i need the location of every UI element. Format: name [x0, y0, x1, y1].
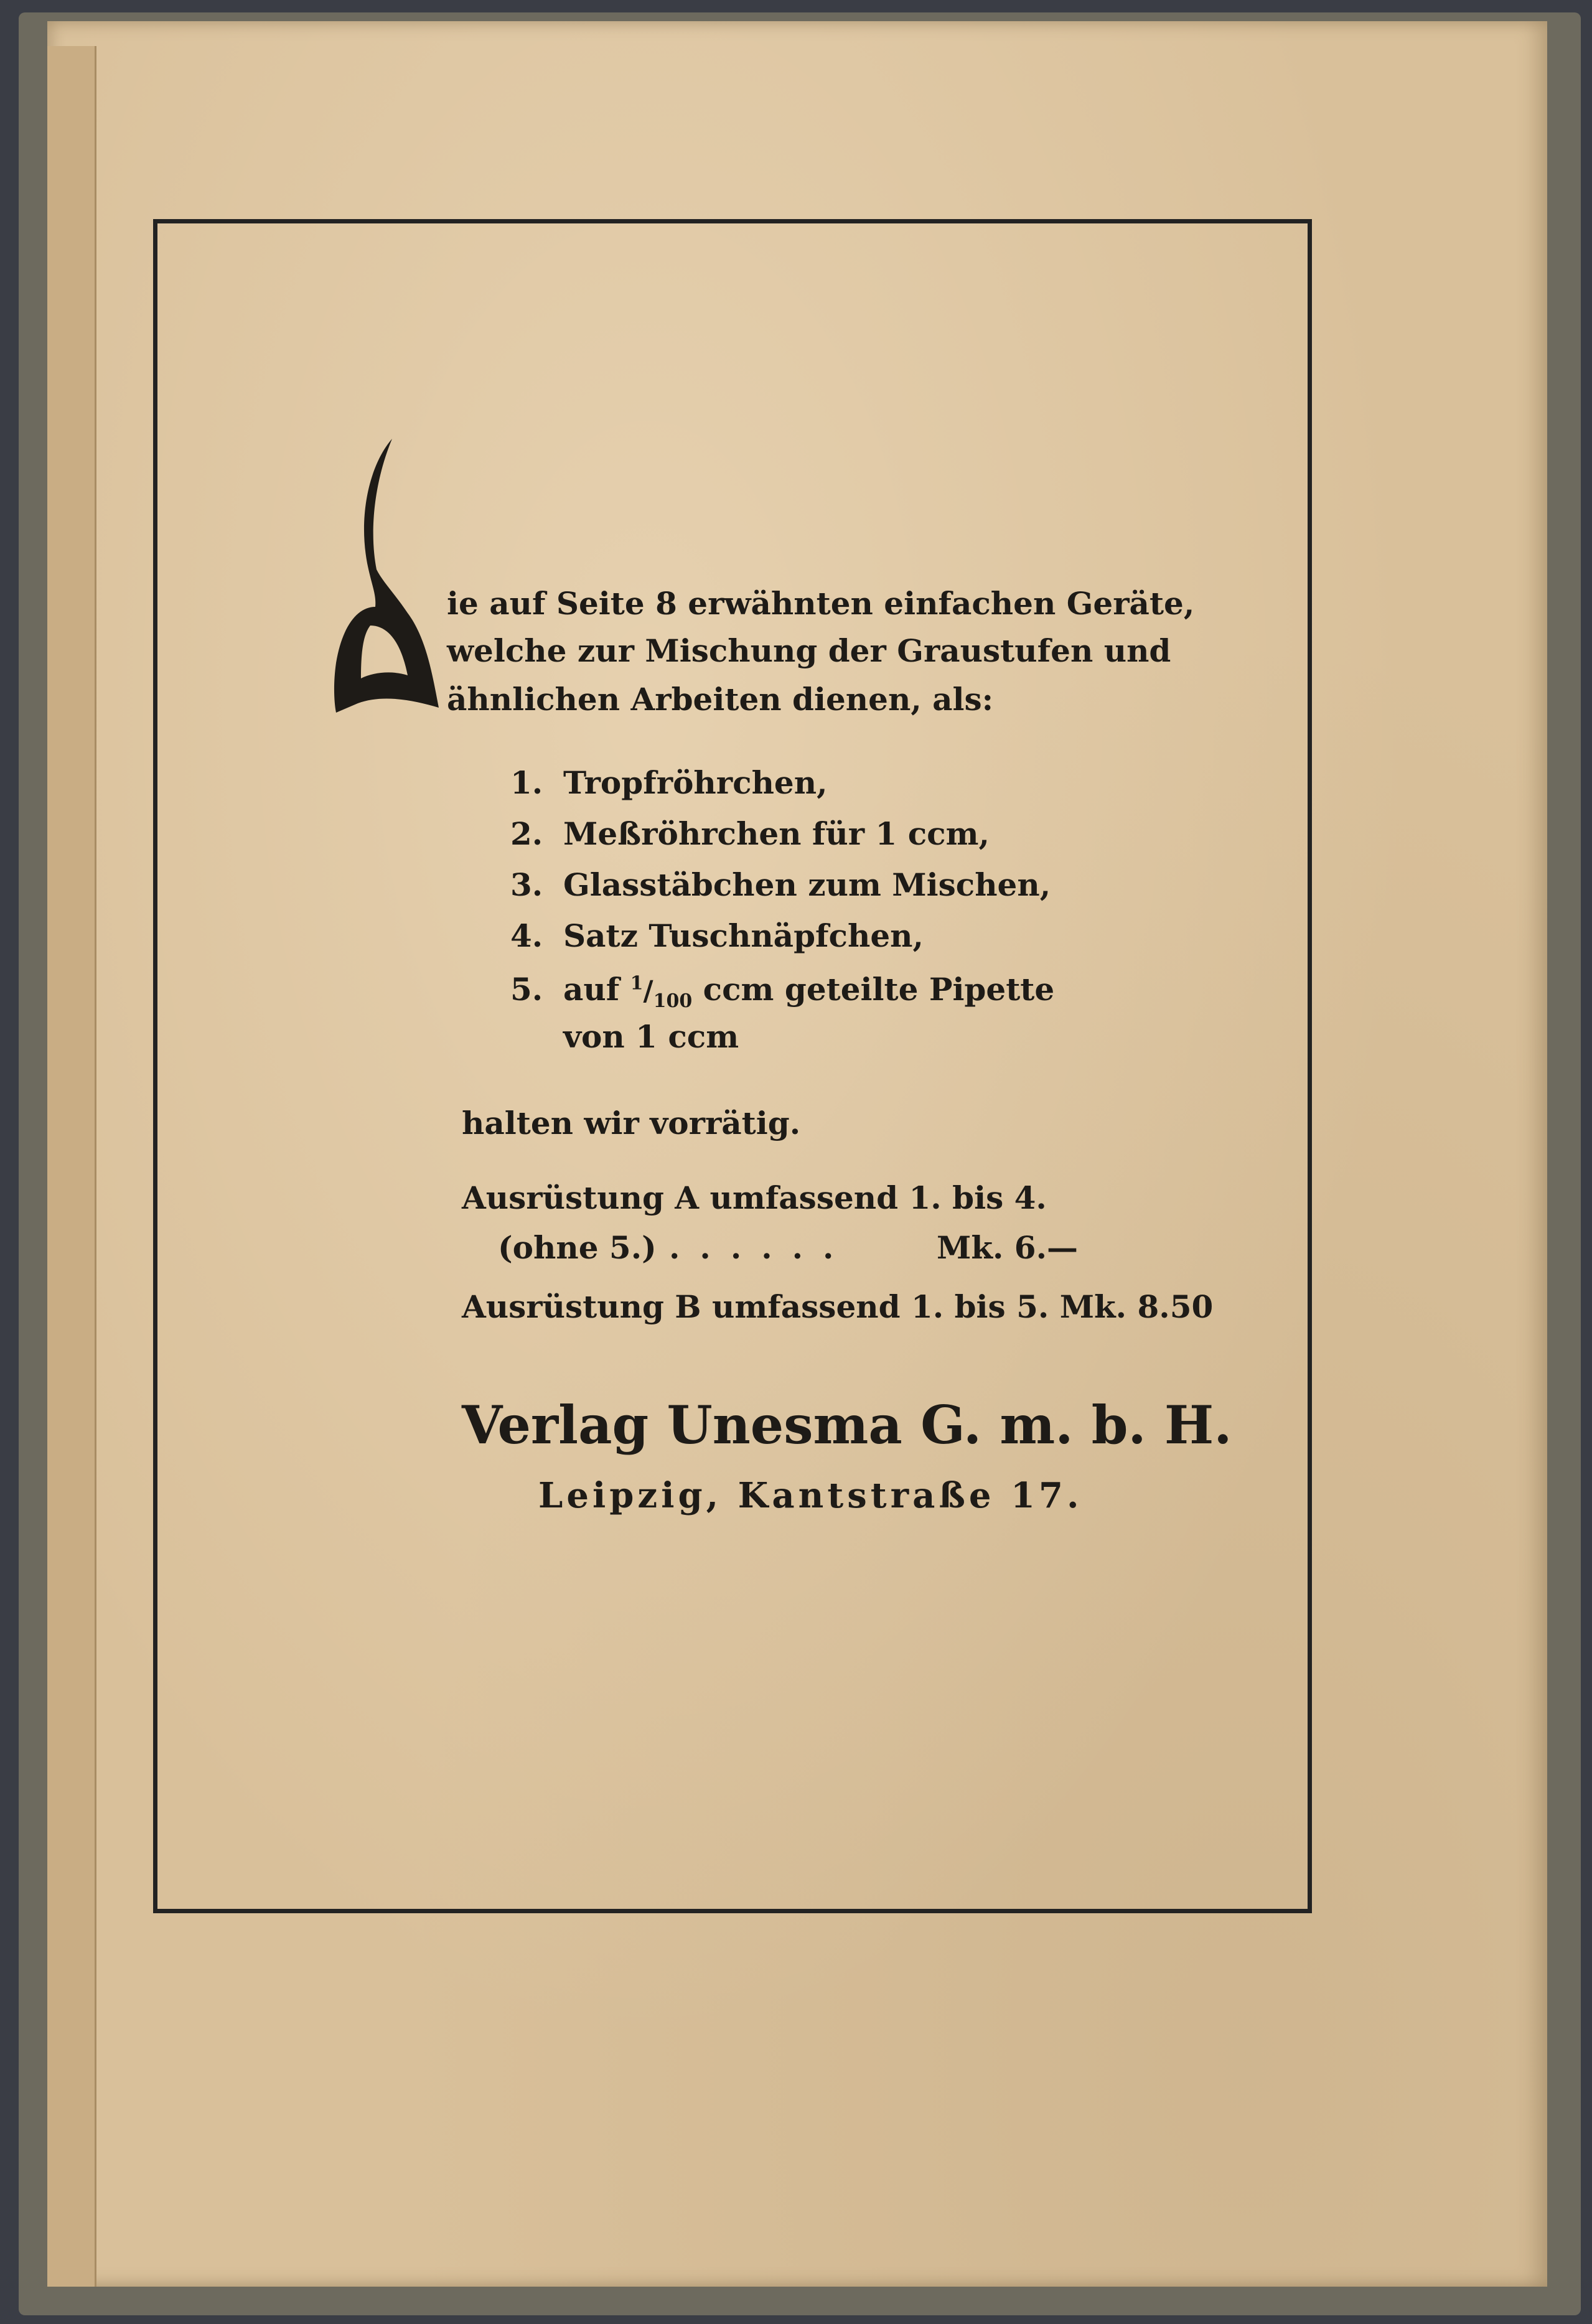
list-item: Tropfröhrchen,	[563, 764, 828, 801]
publisher-name: Verlag Unesma G. m. b. H.	[462, 1394, 1232, 1456]
publisher-address: Leipzig, Kantstraße 17.	[538, 1475, 1083, 1516]
intro-line-1: ie auf Seite 8 erwähnten einfachen Geräte,	[447, 585, 1195, 622]
intro-line-3: ähnlichen Arbeiten dienen, als:	[447, 681, 994, 718]
page-border-frame	[153, 219, 1312, 1913]
list-item: Meßröhrchen für 1 ccm,	[563, 815, 990, 852]
offer-a-line-2: (ohne 5.)	[498, 1229, 657, 1266]
offer-a-line-1: Ausrüstung A umfassend 1. bis 4.	[462, 1179, 1047, 1216]
list-number: 2.	[510, 815, 543, 852]
stock-note: halten wir vorrätig.	[462, 1105, 801, 1141]
facing-page-edge	[47, 46, 96, 2287]
list-number: 1.	[510, 764, 543, 801]
decorative-initial-d	[333, 439, 439, 713]
offer-b-line: Ausrüstung B umfassend 1. bis 5. Mk. 8.50	[462, 1288, 1214, 1325]
list-item-continuation: von 1 ccm	[563, 1018, 739, 1055]
list-item: Satz Tuschnäpfchen,	[563, 917, 924, 954]
list-number: 5.	[510, 971, 543, 1008]
intro-line-2: welche zur Mischung der Graustufen und	[447, 632, 1171, 669]
fraction-numerator: 1	[630, 972, 644, 995]
list-item: auf $^1/_{100}$ ccm geteilte Pipette	[563, 971, 1055, 1012]
list-item: Glasstäbchen zum Mischen,	[563, 866, 1051, 903]
offer-a-price: Mk. 6.—	[937, 1229, 1079, 1266]
offer-a-dot-leader: ......	[669, 1229, 854, 1266]
list-number: 4.	[510, 917, 543, 954]
fraction-denominator: 100	[653, 990, 693, 1012]
list-number: 3.	[510, 866, 543, 903]
